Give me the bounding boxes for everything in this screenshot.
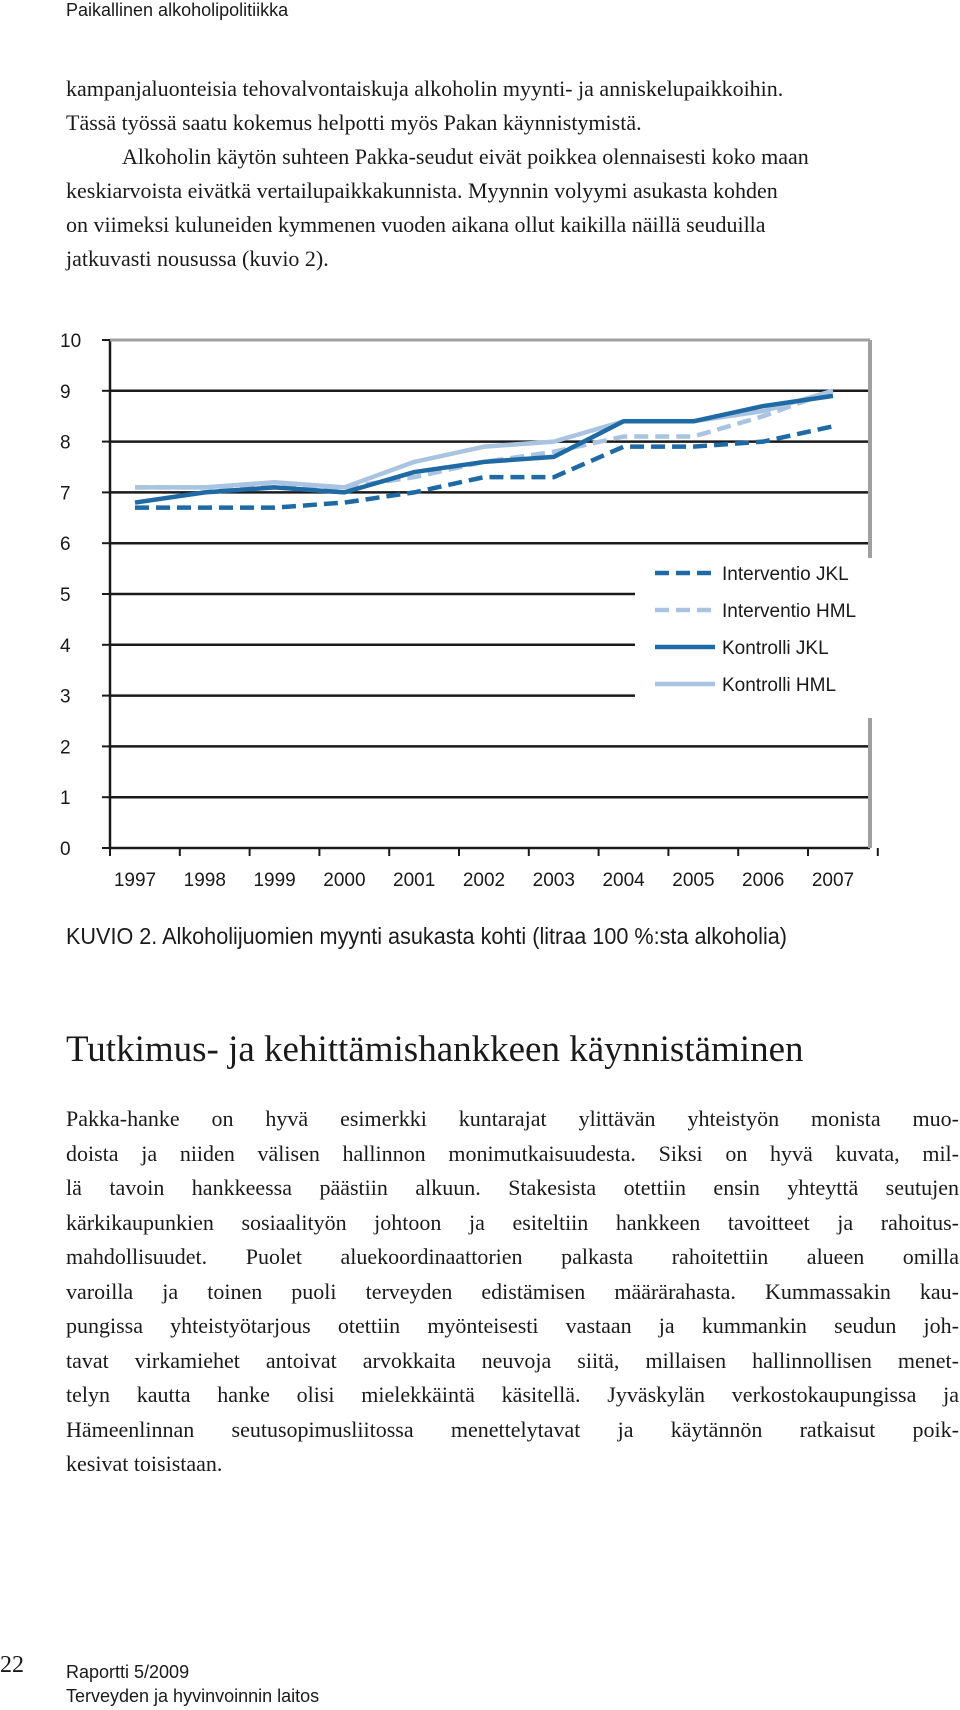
y-tick-label: 7 <box>60 483 71 505</box>
x-tick-label: 2002 <box>462 870 506 891</box>
body-paragraph <box>66 1102 959 1482</box>
series-line-interventio-jkl <box>135 426 833 507</box>
paragraph-line: Alkoholin käytön suhteen Pakka-seudut eivät poikkea olennaisesti koko maan <box>122 144 809 169</box>
x-tick-label: 2003 <box>532 870 575 891</box>
y-tick-label: 9 <box>60 381 71 403</box>
figure-caption: KUVIO 2. Alkoholijuomien myynti asukasta kohti (litraa 100 %:sta alkoholia) <box>66 923 788 949</box>
footer <box>66 1660 319 1708</box>
y-tick-label: 10 <box>60 331 82 352</box>
legend-label: Interventio JKL <box>722 564 849 585</box>
x-tick-label: 1999 <box>253 870 296 891</box>
legend-label: Kontrolli JKL <box>722 638 829 659</box>
paragraph-line: Hämeenlinnan seutusopimusliitossa menettelytavat ja käytännön ratkaisut poik- <box>66 1416 959 1442</box>
paragraph-line: kärkikaupunkien sosiaalityön johtoon ja esiteltiin hankkeen tavoitteet ja rahoitus- <box>66 1209 959 1235</box>
x-tick-label: 2006 <box>742 870 785 891</box>
paragraph-line: kampanjaluonteisia tehovalvontaiskuja alkoholin myynti- ja anniskelupaikkoihin. <box>66 76 784 101</box>
series-line-interventio-hml <box>135 391 833 488</box>
y-tick-label: 6 <box>60 534 71 556</box>
publisher-name: Terveyden ja hyvinvoinnin laitos <box>66 1686 320 1706</box>
y-tick-label: 3 <box>60 686 71 708</box>
running-header: Paikallinen alkoholipolitiikka <box>66 0 289 20</box>
paragraph-line: pungissa yhteistyötarjous otettiin myönteisesti vastaan ja kummankin seudun joh- <box>66 1313 959 1338</box>
line-chart <box>50 320 880 900</box>
y-tick-label: 2 <box>60 737 71 759</box>
paragraph-line: Pakka-hanke on hyvä esimerkki kuntarajat ylittävän yhteistyön monista muo- <box>66 1106 959 1131</box>
paragraph-line: on viimeksi kuluneiden kymmenen vuoden aikana ollut kaikilla näillä seuduilla <box>66 212 766 237</box>
paragraph-line: mahdollisuudet. Puolet aluekoordinaattorien palkasta rahoitettiin alueen omilla <box>66 1244 959 1269</box>
x-tick-label: 2001 <box>393 870 436 891</box>
x-tick-label: 2000 <box>323 870 366 891</box>
page-number: 22 <box>0 1652 24 1678</box>
paragraph-line: keskiarvoista eivätkä vertailupaikkakunnista. Myynnin volyymi asukasta kohden <box>66 178 778 203</box>
x-tick-label: 2007 <box>811 870 855 891</box>
section-heading: Tutkimus- ja kehittämishankkeen käynnistäminen <box>66 1029 804 1070</box>
y-tick-label: 8 <box>60 432 71 454</box>
y-tick-label: 4 <box>60 635 71 657</box>
intro-paragraph <box>66 72 959 276</box>
series-line-kontrolli-hml <box>135 391 833 488</box>
legend-label: Interventio HML <box>722 601 857 622</box>
y-tick-label: 1 <box>60 788 71 810</box>
paragraph-line: doista ja niiden välisen hallinnon monimutkaisuudesta. Siksi on hyvä kuvata, mil- <box>66 1140 959 1166</box>
paragraph-line: varoilla ja toinen puoli terveyden edistämisen määrärahasta. Kummassakin kau- <box>66 1278 959 1304</box>
x-tick-label: 2005 <box>672 870 715 891</box>
x-tick-label: 1997 <box>113 870 157 891</box>
y-tick-label: 5 <box>60 585 71 606</box>
legend-label: Kontrolli HML <box>722 675 837 696</box>
paragraph-line: Tässä työssä saatu kokemus helpotti myös Pakan käynnistymistä. <box>66 110 642 135</box>
report-number: Raportti 5/2009 <box>66 1662 190 1682</box>
paragraph-line: kesivat toisistaan. <box>66 1451 223 1476</box>
paragraph-line: jatkuvasti nousussa (kuvio 2). <box>66 246 329 271</box>
y-tick-label: 0 <box>60 839 71 860</box>
paragraph-line: tavat virkamiehet antoivat arvokkaita neuvoja siitä, millaisen hallinnollisen menet- <box>66 1347 959 1373</box>
x-tick-label: 2004 <box>602 870 645 891</box>
x-tick-label: 1998 <box>183 870 226 891</box>
paragraph-line: telyn kautta hanke olisi mielekkäintä käsitellä. Jyväskylän verkostokaupungissa ja <box>66 1382 959 1407</box>
paragraph-line: lä tavoin hankkeessa päästiin alkuun. Stakesista otettiin ensin yhteyttä seutujen <box>66 1175 959 1200</box>
